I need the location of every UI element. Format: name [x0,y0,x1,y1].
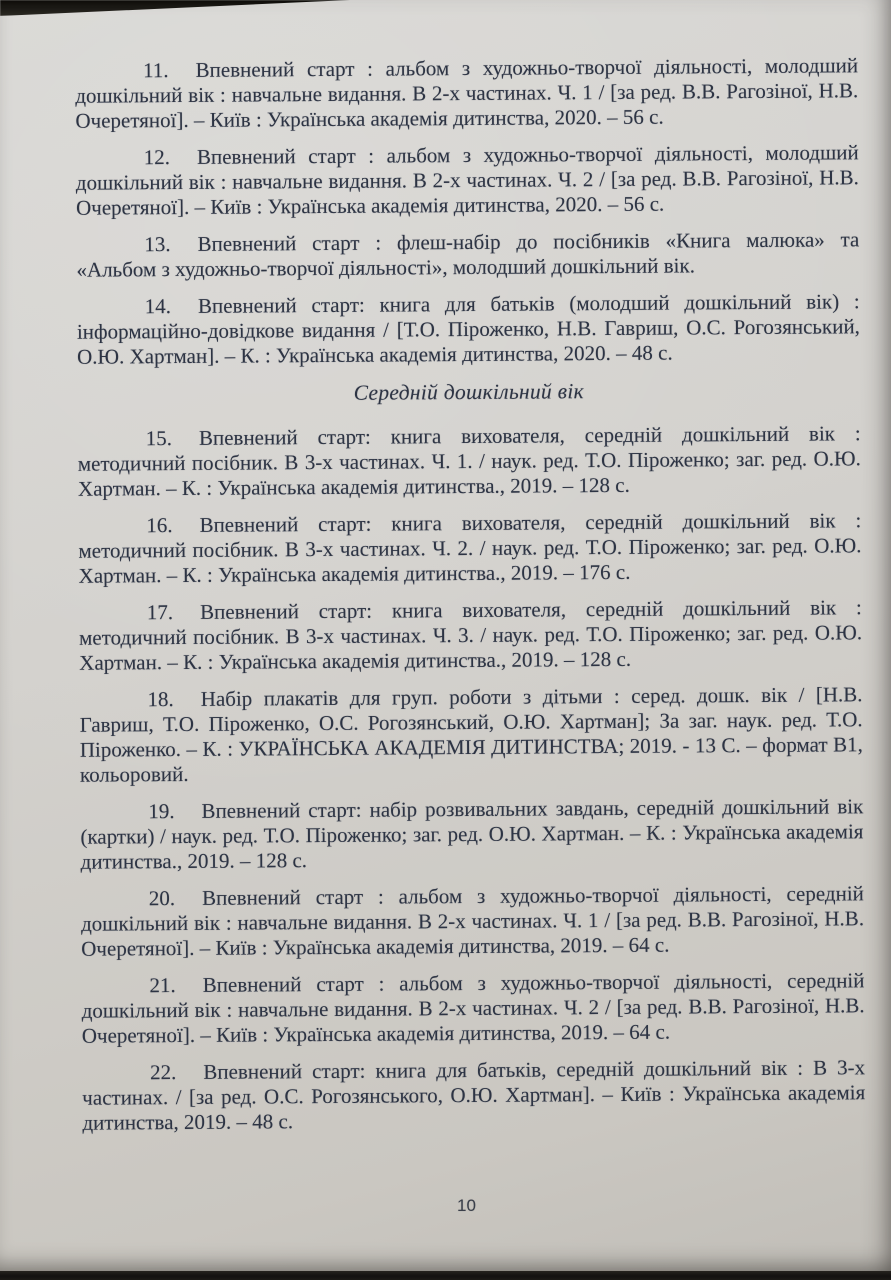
list-item [75,53,859,133]
item-number: 13. [144,232,171,257]
item-number: 18. [147,687,174,712]
page-bottom-edge-shadow [0,1271,891,1280]
item-number: 16. [146,513,173,538]
item-number: 15. [145,426,172,451]
item-text: Впевнений старт : флеш-набір до посібників «Книга малюка» та «Альбом з художньо-творчої діяльності», молодший дошкільний вік. [76,227,860,282]
list-item [79,682,863,787]
item-text: Впевнений старт: книга вихователя, середній дошкільний вік : методичний посібник. В 3-х частинах. Ч. 2. / наук. ред. Т.О. Піроженко; заг. ред. О.Ю. Хартман. – К. : Українська академія дитинства., 2019. – 176 с. [78,508,862,588]
list-item [76,140,860,220]
item-text: Впевнений старт: набір розвивальних завдань, середній дошкільний вік (картки) / наук. ред. Т.О. Піроженко; заг. ред. О.Ю. Хартман. – К. : Українська академія дитинства., 2019. – 128 с. [80,794,864,874]
item-number: 19. [148,799,175,824]
item-number: 22. [150,1060,177,1085]
list-item [81,968,865,1048]
item-number: 17. [146,600,174,625]
item-text: Впевнений старт: книга для батьків (молодший дошкільний вік) : інформаційно-довідкове видання / [Т.О. Піроженко, Н.В. Гавриш, О.С. Рогозянський, О.Ю. Хартман]. – К. : Українська академія дитинства, 2020. – 48 с. [76,289,860,369]
item-text: Впевнений старт : альбом з художньо-творчої діяльності, молодший дошкільний вік : навчальне видання. В 2-х частинах. Ч. 2 / [за ред. В.В. Рагозіної, Н.В. Очеретяної]. – Київ : Українська академія дитинства, 2020. – 56 с. [75,140,859,220]
list-item [79,595,863,675]
list-item [78,421,862,501]
item-text: Впевнений старт: книга вихователя, середній дошкільний вік : методичний посібник. В 3-х частинах. Ч. 3. / наук. ред. Т.О. Піроженко; заг. ред. О.Ю. Хартман. – К. : Українська академія дитинства., 2019. – 128 с. [78,595,863,675]
item-text: Впевнений старт : альбом з художньо-творчої діяльності, молодший дошкільний вік : навчальне видання. В 2-х частинах. Ч. 1 / [за ред. В.В. Рагозіної, Н.В. Очеретяної]. – Київ : Українська академія дитинства, 2020. – 56 с. [75,53,859,133]
page-number: 10 [457,1196,476,1215]
section-heading: Середній дошкільний вік [353,379,585,405]
list-item [80,794,864,874]
item-text: Впевнений старт : альбом з художньо-творчої діяльності, середній дошкільний вік : навчальне видання. В 2-х частинах. Ч. 1 / [за ред. В.В. Рагозіної, Н.В. Очеретяної]. – Київ : Українська академія дитинства, 2019. – 64 с. [80,881,865,961]
list-item [78,508,862,588]
item-number: 11. [143,58,169,83]
item-text: Набір плакатів для груп. роботи з дітьми : серед. дошк. вік / [Н.В. Гавриш, Т.О. Піроженко, О.С. Рогозянський, О.Ю. Хартман]; За заг. наук. ред. Т.О. Піроженко. – К. : УКРАЇНСЬКА АКАДЕМІЯ ДИТИНСТВА; 2019. - 13 С. – формат В1, кольоровий. [79,682,863,787]
item-text: Впевнений старт: книга для батьків, середній дошкільний вік : В 3-х частинах. / [за ред. О.С. Рогозянського, О.Ю. Хартман]. – Київ : Українська академія дитинства, 2019. – 48 с. [82,1055,866,1135]
item-text: Впевнений старт: книга вихователя, середній дошкільний вік : методичний посібник. В 3-х частинах. Ч. 1. / наук. ред. Т.О. Піроженко; заг. ред. О.Ю. Хартман. – К. : Українська академія дитинства., 2019. – 128 с. [77,421,861,501]
item-number: 21. [149,973,176,998]
item-number: 14. [144,294,172,319]
item-text: Впевнений старт : альбом з художньо-творчої діяльності, середній дошкільний вік : навчальне видання. В 2-х частинах. Ч. 2 / [за ред. В.В. Рагозіної, Н.В. Очеретяної]. – Київ : Українська академія дитинства, 2019. – 64 с. [81,968,865,1048]
item-number: 20. [148,886,176,911]
item-number: 12. [143,145,171,170]
list-item [76,227,859,282]
list-item [81,881,865,961]
bibliography-list [75,53,866,1147]
list-item [77,289,861,369]
list-item [82,1055,866,1135]
